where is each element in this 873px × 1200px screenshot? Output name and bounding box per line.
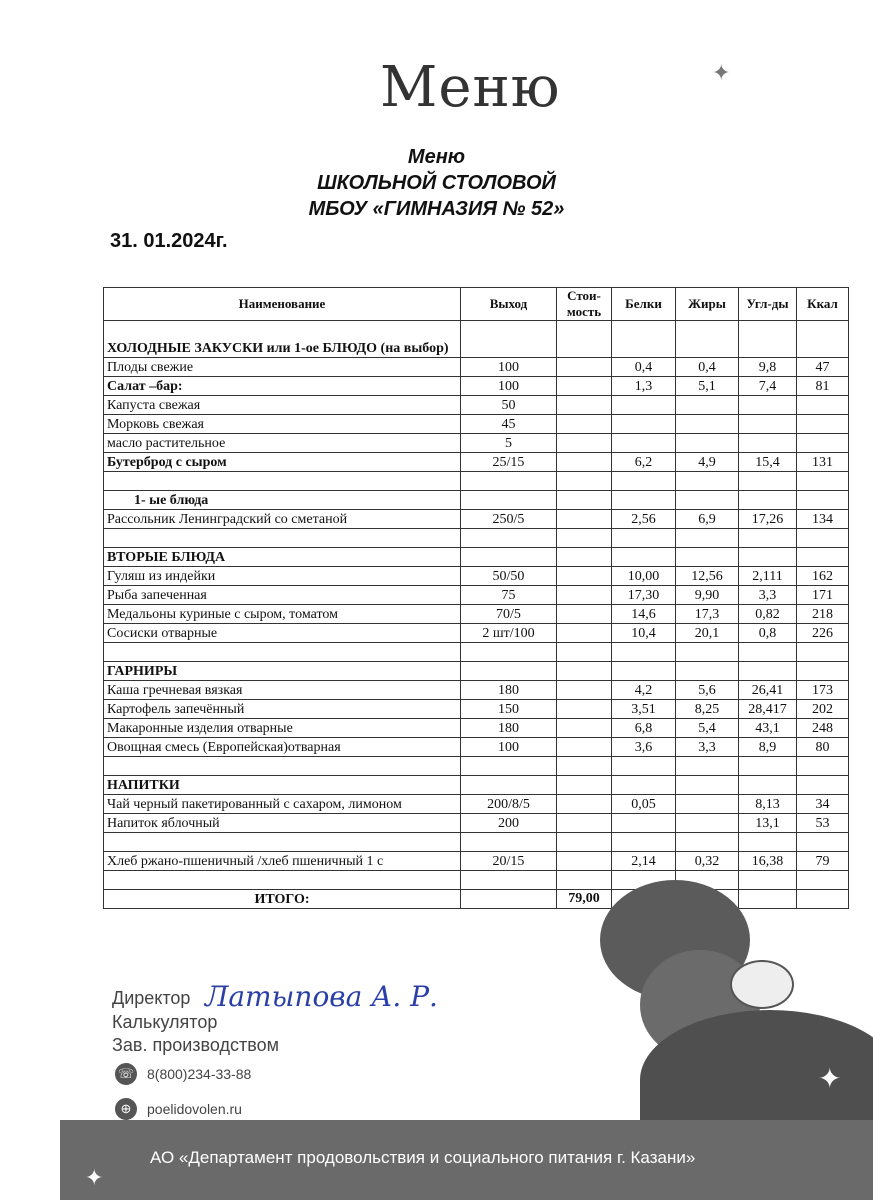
table-row <box>104 434 849 453</box>
phone-contact <box>115 1063 251 1085</box>
dish-carbs <box>739 415 797 434</box>
dish-cost <box>557 776 612 795</box>
dish-cost <box>557 795 612 814</box>
phone-icon: ☏ <box>115 1063 137 1085</box>
dish-name: Морковь свежая <box>104 415 461 434</box>
dish-name <box>104 833 461 852</box>
table-row <box>104 548 849 567</box>
dish-kcal <box>797 548 849 567</box>
dish-carbs <box>739 396 797 415</box>
table-row <box>104 510 849 529</box>
dish-kcal <box>797 662 849 681</box>
dish-name: масло растительное <box>104 434 461 453</box>
dish-fat <box>676 795 739 814</box>
phone-number: 8(800)234-33-88 <box>147 1066 252 1082</box>
dish-protein <box>612 833 676 852</box>
dish-carbs <box>739 643 797 662</box>
dish-fat <box>676 643 739 662</box>
dish-protein: 2,56 <box>612 510 676 529</box>
table-row <box>104 529 849 548</box>
dish-output: 150 <box>461 700 557 719</box>
dish-carbs: 15,4 <box>739 453 797 472</box>
dish-cost <box>557 833 612 852</box>
table-row <box>104 377 849 396</box>
dish-fat: 20,1 <box>676 624 739 643</box>
dish-carbs: 13,1 <box>739 814 797 833</box>
dish-protein: 1,3 <box>612 377 676 396</box>
dish-kcal: 162 <box>797 567 849 586</box>
dish-cost <box>557 472 612 491</box>
dish-cost <box>557 548 612 567</box>
dish-output <box>461 548 557 567</box>
title-line-2: ШКОЛЬНОЙ СТОЛОВОЙ <box>317 172 556 194</box>
dish-output <box>461 833 557 852</box>
dish-output: 5 <box>461 434 557 453</box>
table-cell <box>461 890 557 909</box>
dish-name: 1- ые блюда <box>104 491 461 510</box>
handwritten-title: Меню <box>380 55 561 120</box>
dish-output: 2 шт/100 <box>461 624 557 643</box>
dish-name: Плоды свежие <box>104 358 461 377</box>
table-row <box>104 491 849 510</box>
col-header: Белки <box>612 288 676 321</box>
dish-fat <box>676 529 739 548</box>
table-cell <box>739 890 797 909</box>
dish-kcal <box>797 833 849 852</box>
sparkle-icon: ✦ <box>818 1063 842 1094</box>
table-cell <box>612 321 676 358</box>
dish-protein <box>612 434 676 453</box>
dish-protein: 2,14 <box>612 852 676 871</box>
table-row <box>104 472 849 491</box>
dish-kcal: 47 <box>797 358 849 377</box>
dish-protein: 6,2 <box>612 453 676 472</box>
dish-fat <box>676 415 739 434</box>
dish-carbs: 43,1 <box>739 719 797 738</box>
dish-kcal: 53 <box>797 814 849 833</box>
dish-fat: 3,3 <box>676 738 739 757</box>
col-header: Стои-мость <box>557 288 612 321</box>
total-cost: 79,00 <box>557 890 612 909</box>
table-row <box>104 871 849 890</box>
dish-kcal: 34 <box>797 795 849 814</box>
globe-icon: ⊕ <box>115 1098 137 1120</box>
dish-kcal <box>797 472 849 491</box>
dish-output <box>461 491 557 510</box>
dish-fat <box>676 833 739 852</box>
dish-cost <box>557 510 612 529</box>
dish-output <box>461 757 557 776</box>
dish-carbs: 16,38 <box>739 852 797 871</box>
dish-kcal: 131 <box>797 453 849 472</box>
website-contact <box>115 1098 242 1120</box>
col-header: Жиры <box>676 288 739 321</box>
dish-carbs <box>739 757 797 776</box>
dish-name: Медальоны куриные с сыром, томатом <box>104 605 461 624</box>
dish-carbs <box>739 434 797 453</box>
dish-output: 200/8/5 <box>461 795 557 814</box>
dish-carbs <box>739 776 797 795</box>
website-link[interactable]: poelidovolen.ru <box>147 1101 242 1117</box>
dish-cost <box>557 567 612 586</box>
dish-fat: 0,4 <box>676 358 739 377</box>
dish-carbs <box>739 472 797 491</box>
col-header: Ккал <box>797 288 849 321</box>
table-cell <box>739 321 797 358</box>
dish-output: 100 <box>461 377 557 396</box>
dish-name: Хлеб ржано-пшеничный /хлеб пшеничный 1 с <box>104 852 461 871</box>
dish-name: Капуста свежая <box>104 396 461 415</box>
table-row <box>104 643 849 662</box>
dish-protein <box>612 415 676 434</box>
calculator-label: Калькулятор <box>112 1012 218 1032</box>
dish-carbs <box>739 529 797 548</box>
dish-output <box>461 472 557 491</box>
table-row <box>104 681 849 700</box>
dish-name <box>104 472 461 491</box>
dish-fat: 5,4 <box>676 719 739 738</box>
table-row <box>104 321 849 358</box>
table-row <box>104 605 849 624</box>
dish-kcal <box>797 415 849 434</box>
dish-cost <box>557 871 612 890</box>
dish-fat <box>676 472 739 491</box>
table-row <box>104 795 849 814</box>
dish-protein: 10,4 <box>612 624 676 643</box>
dish-name: Салат –бар: <box>104 377 461 396</box>
dish-protein: 17,30 <box>612 586 676 605</box>
dish-carbs: 2,111 <box>739 567 797 586</box>
dish-output: 250/5 <box>461 510 557 529</box>
table-header-row <box>104 288 849 321</box>
table-row <box>104 415 849 434</box>
table-row <box>104 662 849 681</box>
dish-cost <box>557 814 612 833</box>
dish-protein <box>612 776 676 795</box>
dish-name: Рассольник Ленинградский со сметаной <box>104 510 461 529</box>
dish-protein <box>612 396 676 415</box>
dish-protein <box>612 529 676 548</box>
dish-protein <box>612 662 676 681</box>
dish-carbs <box>739 833 797 852</box>
dish-name: ВТОРЫЕ БЛЮДА <box>104 548 461 567</box>
dish-kcal: 248 <box>797 719 849 738</box>
table-cell <box>557 321 612 358</box>
chef-hat-illustration <box>730 960 794 1009</box>
dish-output <box>461 643 557 662</box>
dish-output <box>461 871 557 890</box>
dish-protein: 14,6 <box>612 605 676 624</box>
dish-output: 70/5 <box>461 605 557 624</box>
table-row <box>104 624 849 643</box>
table-row <box>104 757 849 776</box>
dish-fat <box>676 662 739 681</box>
dish-cost <box>557 453 612 472</box>
dish-kcal: 80 <box>797 738 849 757</box>
dish-cost <box>557 719 612 738</box>
dish-name: Картофель запечённый <box>104 700 461 719</box>
dish-protein <box>612 472 676 491</box>
dish-output: 50 <box>461 396 557 415</box>
table-cell <box>797 321 849 358</box>
production-head-label: Зав. производством <box>112 1035 279 1055</box>
table-cell <box>676 321 739 358</box>
dish-name: Гуляш из индейки <box>104 567 461 586</box>
dish-output: 180 <box>461 681 557 700</box>
dish-cost <box>557 529 612 548</box>
dish-cost <box>557 662 612 681</box>
dish-name: Бутерброд с сыром <box>104 453 461 472</box>
dish-fat <box>676 757 739 776</box>
dish-fat: 12,56 <box>676 567 739 586</box>
dish-name <box>104 871 461 890</box>
col-header: Выход <box>461 288 557 321</box>
col-header: Угл-ды <box>739 288 797 321</box>
table-cell <box>461 321 557 358</box>
dish-kcal: 202 <box>797 700 849 719</box>
dish-kcal: 81 <box>797 377 849 396</box>
dish-name: Чай черный пакетированный с сахаром, лимоном <box>104 795 461 814</box>
dish-kcal <box>797 529 849 548</box>
dish-fat: 17,3 <box>676 605 739 624</box>
table-row <box>104 833 849 852</box>
menu-date: 31. 01.2024г. <box>110 230 228 252</box>
sparkle-icon: ✦ <box>85 1165 104 1190</box>
title-line-1: Меню <box>407 146 466 168</box>
director-label: Директор <box>112 988 191 1008</box>
table-row <box>104 738 849 757</box>
dish-kcal: 218 <box>797 605 849 624</box>
dish-carbs: 7,4 <box>739 377 797 396</box>
dish-cost <box>557 586 612 605</box>
dish-kcal: 171 <box>797 586 849 605</box>
dish-kcal: 173 <box>797 681 849 700</box>
col-header: Наименование <box>104 288 461 321</box>
total-label: ИТОГО: <box>104 890 461 909</box>
dish-carbs: 8,9 <box>739 738 797 757</box>
dish-fat: 8,25 <box>676 700 739 719</box>
dish-cost <box>557 396 612 415</box>
dish-output: 50/50 <box>461 567 557 586</box>
handwritten-signature: Латыпова А. Р. <box>205 980 438 1013</box>
table-row <box>104 719 849 738</box>
dish-output: 100 <box>461 738 557 757</box>
dish-carbs <box>739 491 797 510</box>
dish-name <box>104 757 461 776</box>
table-row <box>104 700 849 719</box>
dish-fat <box>676 434 739 453</box>
dish-protein <box>612 814 676 833</box>
dish-kcal <box>797 776 849 795</box>
dish-carbs: 0,8 <box>739 624 797 643</box>
dish-name: Макаронные изделия отварные <box>104 719 461 738</box>
dish-cost <box>557 358 612 377</box>
dish-kcal <box>797 871 849 890</box>
table-row <box>104 852 849 871</box>
dish-kcal <box>797 396 849 415</box>
dish-name: НАПИТКИ <box>104 776 461 795</box>
dish-protein: 0,05 <box>612 795 676 814</box>
dish-cost <box>557 700 612 719</box>
dish-fat <box>676 776 739 795</box>
table-row <box>104 586 849 605</box>
dish-kcal <box>797 491 849 510</box>
dish-fat: 9,90 <box>676 586 739 605</box>
dish-fat <box>676 814 739 833</box>
dish-protein: 4,2 <box>612 681 676 700</box>
dish-name: Овощная смесь (Европейская)отварная <box>104 738 461 757</box>
dish-cost <box>557 624 612 643</box>
dish-fat: 6,9 <box>676 510 739 529</box>
dish-carbs <box>739 662 797 681</box>
dish-kcal: 79 <box>797 852 849 871</box>
dish-carbs: 0,82 <box>739 605 797 624</box>
dish-name: Рыба запеченная <box>104 586 461 605</box>
dish-fat: 5,1 <box>676 377 739 396</box>
dish-name <box>104 643 461 662</box>
table-row <box>104 814 849 833</box>
dish-protein: 6,8 <box>612 719 676 738</box>
dish-cost <box>557 757 612 776</box>
dish-cost <box>557 605 612 624</box>
title-line-3: МБОУ «ГИМНАЗИЯ № 52» <box>308 198 565 220</box>
dish-kcal <box>797 643 849 662</box>
table-row <box>104 567 849 586</box>
dish-fat <box>676 396 739 415</box>
dish-cost <box>557 643 612 662</box>
dish-fat: 5,6 <box>676 681 739 700</box>
dish-protein <box>612 643 676 662</box>
dish-carbs: 26,41 <box>739 681 797 700</box>
table-row <box>104 358 849 377</box>
table-row <box>104 453 849 472</box>
dish-name: ГАРНИРЫ <box>104 662 461 681</box>
dish-output: 45 <box>461 415 557 434</box>
dish-carbs <box>739 871 797 890</box>
dish-name: Сосиски отварные <box>104 624 461 643</box>
dish-cost <box>557 377 612 396</box>
dish-cost <box>557 681 612 700</box>
menu-table <box>103 287 849 909</box>
dish-cost <box>557 852 612 871</box>
dish-protein: 3,51 <box>612 700 676 719</box>
dish-output: 180 <box>461 719 557 738</box>
dish-output <box>461 662 557 681</box>
dish-kcal <box>797 757 849 776</box>
dish-output: 25/15 <box>461 453 557 472</box>
dish-kcal <box>797 434 849 453</box>
dish-fat <box>676 491 739 510</box>
dish-output: 75 <box>461 586 557 605</box>
dish-carbs: 9,8 <box>739 358 797 377</box>
dish-fat <box>676 548 739 567</box>
dish-output: 200 <box>461 814 557 833</box>
dish-protein: 0,4 <box>612 358 676 377</box>
dish-carbs: 3,3 <box>739 586 797 605</box>
table-cell <box>797 890 849 909</box>
dish-output: 20/15 <box>461 852 557 871</box>
dish-carbs: 17,26 <box>739 510 797 529</box>
dish-protein <box>612 757 676 776</box>
dish-output <box>461 529 557 548</box>
dish-cost <box>557 434 612 453</box>
dish-kcal: 134 <box>797 510 849 529</box>
dish-protein <box>612 491 676 510</box>
dish-protein: 10,00 <box>612 567 676 586</box>
dish-carbs: 8,13 <box>739 795 797 814</box>
footer-org: АО «Департамент продовольствия и социального питания г. Казани» <box>150 1148 696 1167</box>
dish-fat: 4,9 <box>676 453 739 472</box>
dish-protein: 3,6 <box>612 738 676 757</box>
dish-output <box>461 776 557 795</box>
dish-name: Напиток яблочный <box>104 814 461 833</box>
dish-carbs <box>739 548 797 567</box>
dish-name <box>104 529 461 548</box>
sparkle-icon: ✦ <box>712 60 731 85</box>
table-body <box>104 321 849 890</box>
dish-output: 100 <box>461 358 557 377</box>
dish-carbs: 28,417 <box>739 700 797 719</box>
table-row <box>104 776 849 795</box>
table-row <box>104 396 849 415</box>
dish-cost <box>557 491 612 510</box>
dish-protein <box>612 548 676 567</box>
dish-fat: 0,32 <box>676 852 739 871</box>
dish-kcal: 226 <box>797 624 849 643</box>
dish-cost <box>557 415 612 434</box>
dish-name: ХОЛОДНЫЕ ЗАКУСКИ или 1-ое БЛЮДО (на выбор) <box>104 321 461 358</box>
dish-cost <box>557 738 612 757</box>
dish-name: Каша гречневая вязкая <box>104 681 461 700</box>
